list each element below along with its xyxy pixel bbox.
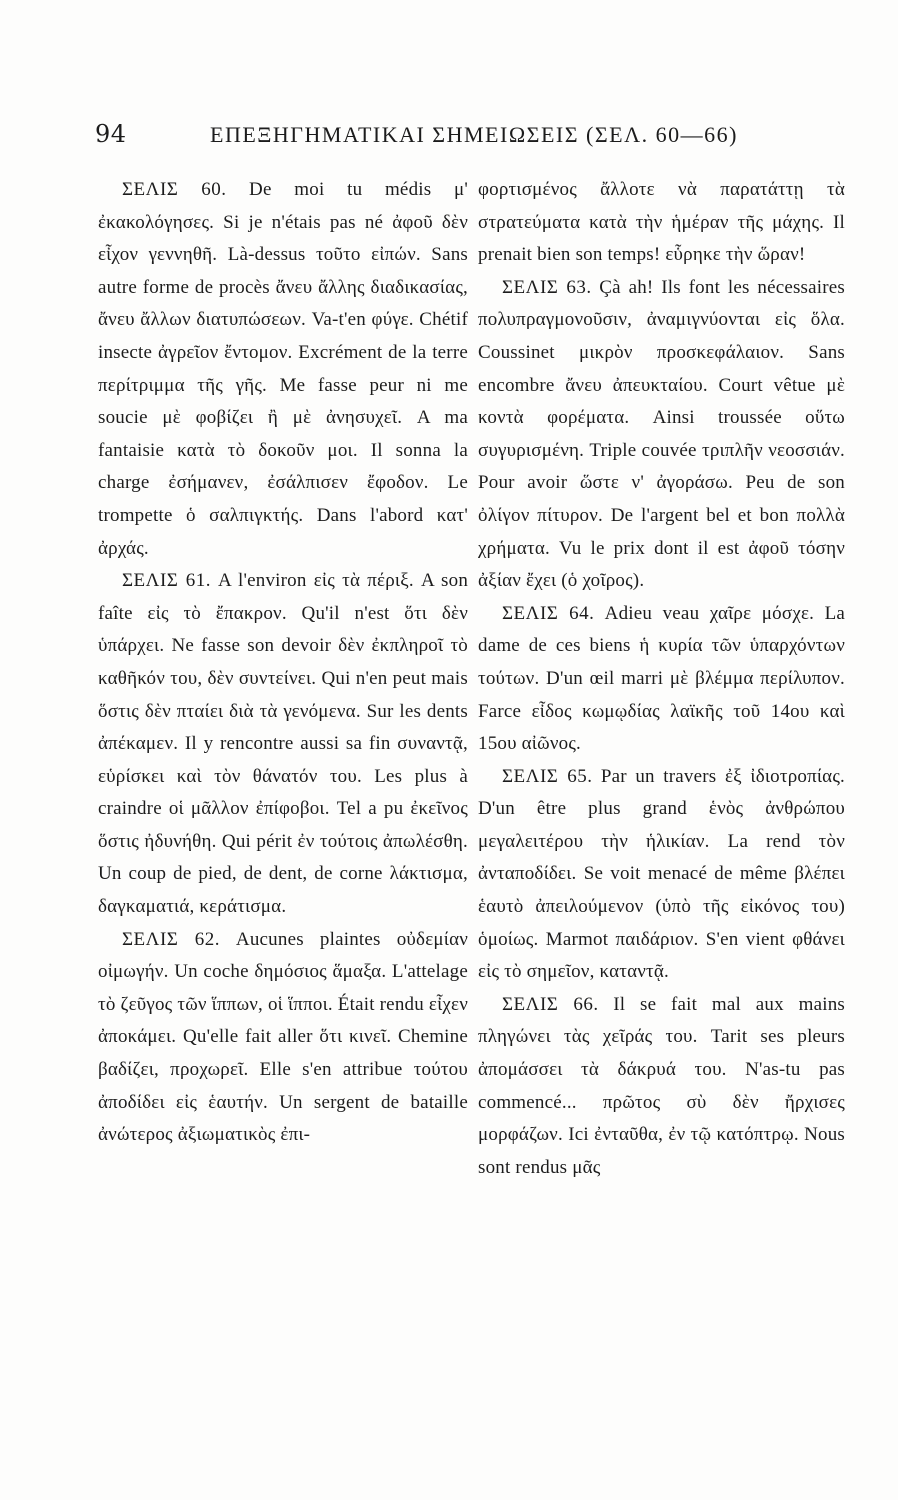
running-head-title: ΕΠΕΞΗΓΗΜΑΤΙΚΑΙ ΣΗΜΕΙΩΣΕΙΣ (ΣΕΛ. 60—66) [210, 122, 738, 147]
entry-text: A l'environ εἰς τὰ πέριξ. A son faîte εἰς τὸ ἔπακρον. Qu'il n'est ὅτι δὲν ὑπάρχει. Ne fasse son devoir δὲν ἐκπληροῖ τὸ καθῆκόν του, δὲν συντείνει. Qui n'en peut mais ὅστις δὲν πταίει διὰ τὰ γενόμενα. Sur les dents ἀπέκαμεν. Il y rencontre aussi sa fin συναντᾷ, εὑρίσκει καὶ τὸν θάνατόν του. Les plus à craindre οἱ μᾶλλον ἐπίφοβοι. Tel a pu ἐκεῖνος ὅστις ἠδυνήθη. Qui périt ἐν τούτοις ἀπωλέσθη. Un coup de pied, de dent, de corne λάκτισμα, δαγκαματιά, κεράτισμα. [98, 570, 469, 918]
note-entry-64 [478, 598, 845, 761]
note-entry-66 [478, 989, 845, 1185]
entry-text: Adieu veau χαῖρε μόσχε. La dame de ces biens ἡ κυρία τῶν ὑπαρχόντων τούτων. D'un œil marri μὲ βλέμμα περίλυπον. Farce εἶδος κωμῳδίας λαϊκῆς τοῦ 14ου καὶ 15ου αἰῶνος. [478, 602, 846, 755]
running-head [95, 120, 795, 152]
note-entry-61 [98, 565, 468, 924]
page-number: 94 [95, 120, 127, 148]
entry-text: Il se fait mal aux mains πληγώνει τὰς χεῖράς του. Tarit ses pleurs ἀπομάσσει τὰ δάκρυά του. N'as-tu pas commencé... πρῶτος σὺ δὲν ἤρχισες μορφάζων. Ici ἐνταῦθα, ἐν τῷ κατόπτρῳ. Nous sont rendus μᾶς [478, 993, 845, 1178]
entry-text: Çà ah! Ils font les nécessaires πολυπραγμονοῦσιν, ἀναμιγνύονται εἰς ὅλα. Coussinet μικρὸν προσκεφάλαιον. Sans encombre ἄνευ ἀπευκταίου. Court vêtue μὲ κοντὰ φορέματα. Ainsi troussée οὕτω συγυρισμένη. Triple couvée τριπλῆν νεοσσιάν. Pour avoir ὥστε ν' ἀγοράσω. Peu de son ὀλίγον πίτυρον. De l'argent bel et bon πολλὰ χρήματα. Vu le prix dont il est ἀφοῦ τόσην ἀξίαν ἔχει (ὁ χοῖρος). [478, 276, 846, 592]
entry-text: Par un travers ἐξ ἰδιοτροπίας. D'un être plus grand ἑνὸς ἀνθρώπου μεγαλειτέρου τὴν ἡλικίαν. La rend τὸν ἀνταποδίδει. Se voit menacé de même βλέπει ἑαυτὸ ἀπειλούμενον (ὑπὸ τῆς εἰκόνος του) ὁμοίως. Marmot παιδάριον. S'en vient φθάνει εἰς τὸ σημεῖον, καταντᾷ. [478, 765, 846, 983]
entry-text: φορτισμένος ἄλλοτε νὰ παρατάττῃ τὰ στρατεύματα κατὰ τὴν ἡμέραν τῆς μάχης. Il prenait bien son temps! εὗρηκε τὴν ὥραν! [478, 179, 845, 266]
left-column [98, 174, 468, 1152]
entry-label: ΣΕΛΙΣ 66. [502, 993, 599, 1015]
entry-label: ΣΕΛΙΣ 64. [502, 602, 595, 624]
right-column [478, 174, 845, 1184]
note-entry-60 [98, 174, 468, 565]
entry-text: Aucunes plaintes οὐδεμίαν οἰμωγήν. Un coche δημόσιος ἅμαξα. L'attelage τὸ ζεῦγος τῶν ἵππων, οἱ ἵπποι. Était rendu εἶχεν ἀποκάμει. Qu'elle fait aller ὅτι κινεῖ. Chemine βαδίζει, προχωρεῖ. Elle s'en attribue τούτου ἀποδίδει εἰς ἑαυτήν. Un sergent de bataille ἀνώτερος ἀξιωματικὸς ἐπι- [98, 928, 469, 1146]
note-entry-62 [98, 924, 468, 1152]
entry-label: ΣΕΛΙΣ 62. [122, 928, 220, 950]
entry-label: ΣΕΛΙΣ 63. [502, 276, 592, 298]
entry-label: ΣΕΛΙΣ 60. [122, 179, 227, 200]
note-entry-63 [478, 272, 845, 598]
note-entry-62-continued [478, 174, 845, 272]
entry-label: ΣΕΛΙΣ 61. [122, 570, 212, 592]
entry-label: ΣΕΛΙΣ 65. [502, 765, 593, 787]
entry-text: De moi tu médis μ' ἐκακολόγησες. Si je n'étais pas né ἀφοῦ δὲν εἶχον γεννηθῆ. Là-dessus τοῦτο εἰπών. Sans autre forme de procès ἄνευ ἄλλης διαδικασίας, ἄνευ ἄλλων διατυπώσεων. Va-t'en φύγε. Chétif insecte ἀγρεῖον ἔντομον. Excrément de la terre περίτριμμα τῆς γῆς. Me fasse peur ni me soucie μὲ φοβίζει ἢ μὲ ἀνησυχεῖ. A ma fantaisie κατὰ τὸ δοκοῦν μοι. Il sonna la charge ἐσήμανεν, ἐσάλπισεν ἔφοδον. Le trompette ὁ σαλπιγκτής. Dans l'abord κατ' ἀρχάς. [98, 179, 469, 559]
note-entry-65 [478, 761, 845, 989]
